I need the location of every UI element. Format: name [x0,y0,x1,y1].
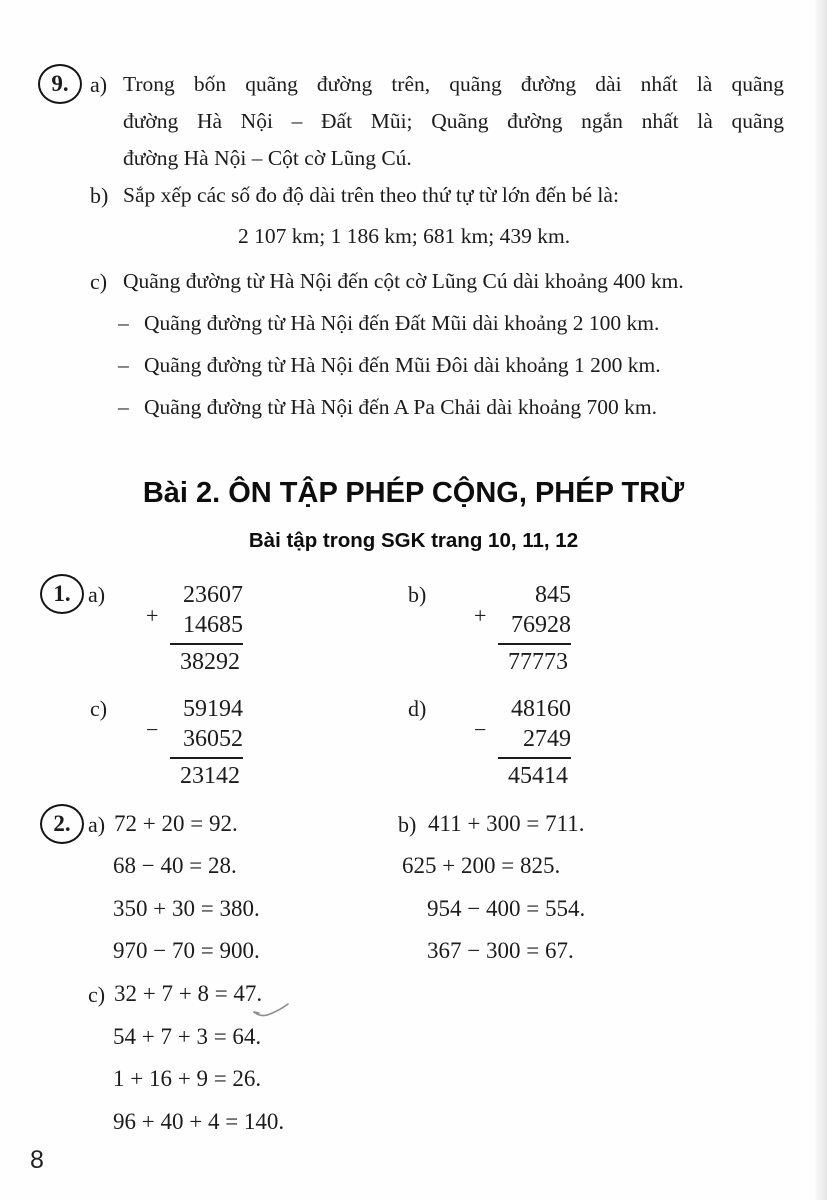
part-a-line: Trong bốn quãng đường trên, quãng đường dài nhất là quãng [123,72,784,96]
addend-bottom: 76928 [511,612,571,638]
part-b-label: b) [90,183,109,208]
part-c-label: c) [90,269,108,294]
group-c-label: c) [88,982,106,1007]
column-numbers [170,580,243,677]
equation-line: 625 + 200 = 825. [402,853,561,878]
part-b-text: Sắp xếp các số đo độ dài trên theo thứ tự từ lớn đến bé là: [123,183,619,207]
lesson-title: Bài 2. ÔN TẬP PHÉP CỘNG, PHÉP TRỪ [142,477,685,509]
column-numbers [498,580,571,677]
item-b-label: b) [408,582,427,607]
equation-line: 1 + 16 + 9 = 26. [113,1066,262,1091]
distance-bullet [118,395,657,420]
equation-line: 411 + 300 = 711. [428,811,585,836]
addend-top: 23607 [183,582,243,608]
column-subtraction-d [474,694,571,791]
part-a-line: đường Hà Nội – Cột cờ Lũng Cú. [123,146,412,170]
part-a-text [123,66,784,177]
dash-marker: – [118,395,129,419]
dash-marker: – [118,311,129,335]
subtrahend: 2749 [523,726,571,752]
problem-1-number: 1. [53,581,71,606]
minuend: 48160 [511,696,571,722]
problem-9-part-c [90,269,684,295]
subtrahend: 36052 [183,726,243,752]
group-b-label: b) [398,812,417,837]
sorted-distances-line: 2 107 km; 1 186 km; 681 km; 439 km. [238,224,571,248]
page-number: 8 [30,1146,44,1174]
addend-bottom: 14685 [183,612,243,638]
addend-top: 845 [535,582,571,608]
column-addition-b [474,580,571,677]
plus-operator: + [146,603,159,628]
equation-line: 96 + 40 + 4 = 140. [113,1109,285,1134]
distance-bullet [118,353,661,378]
item-d-label: d) [408,696,427,721]
pencil-check-icon [250,1002,292,1022]
problem-9-part-a [90,66,784,177]
problem-9-number: 9. [51,71,69,96]
equation-line: 367 − 300 = 67. [427,938,574,963]
equation-line: 350 + 30 = 380. [113,896,260,921]
part-a-label: a) [90,72,108,97]
difference-result: 45414 [498,757,571,791]
equation-line: 68 − 40 = 28. [113,853,237,878]
minus-operator: − [474,717,487,742]
sum-result: 77773 [498,643,571,677]
item-c-label: c) [90,696,108,721]
equation-line: 72 + 20 = 92. [114,811,238,836]
bullet-text: Quãng đường từ Hà Nội đến Mũi Đôi dài khoảng 1 200 km. [144,353,661,377]
item-a-label: a) [88,582,106,607]
problem-9-badge [38,64,82,104]
equation-line: 54 + 7 + 3 = 64. [113,1024,262,1049]
distance-bullet [118,311,659,336]
column-addition-a [146,580,243,677]
column-numbers [170,694,243,791]
problem-1-badge [40,574,84,614]
equation-line: 32 + 7 + 8 = 47. [114,981,263,1006]
part-c-text: Quãng đường từ Hà Nội đến cột cờ Lũng Cú dài khoảng 400 km. [123,269,684,293]
plus-operator: + [474,603,487,628]
dash-marker: – [118,353,129,377]
problem-2-badge [40,804,84,844]
sum-result: 38292 [170,643,243,677]
group-a-label: a) [88,812,106,837]
lesson-subtitle: Bài tập trong SGK trang 10, 11, 12 [248,529,579,552]
bullet-text: Quãng đường từ Hà Nội đến Đất Mũi dài khoảng 2 100 km. [144,311,660,335]
equation-line: 970 − 70 = 900. [113,938,260,963]
part-a-line: đường Hà Nội – Đất Mũi; Quãng đường ngắn nhất là quãng [123,109,784,133]
minuend: 59194 [183,696,243,722]
problem-2-number: 2. [53,811,71,836]
bullet-text: Quãng đường từ Hà Nội đến A Pa Chải dài khoảng 700 km. [144,395,657,419]
difference-result: 23142 [170,757,243,791]
column-numbers [498,694,571,791]
minus-operator: − [146,717,159,742]
column-subtraction-c [146,694,243,791]
scan-edge-shadow [813,0,827,1200]
equation-line: 954 − 400 = 554. [427,896,586,921]
problem-9-part-b [90,183,619,209]
